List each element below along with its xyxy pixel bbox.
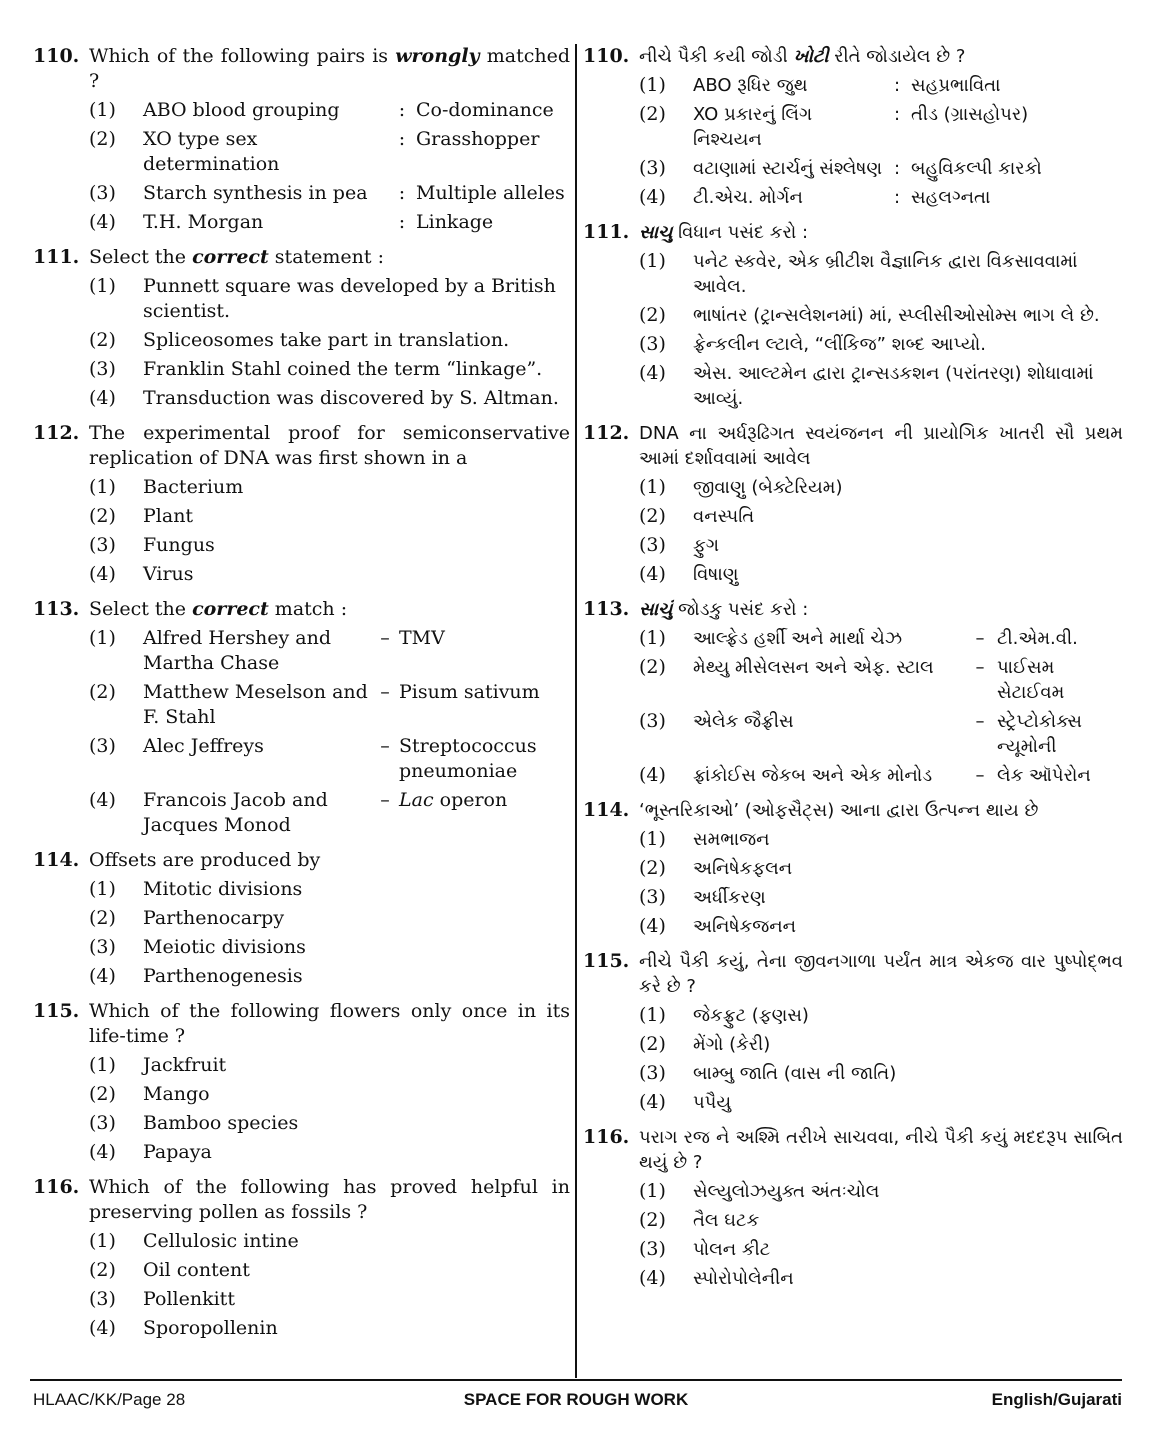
option: (3) બામ્બુ જાતિ (વાસ ની જાતિ) <box>639 1062 897 1084</box>
option: (1) સેલ્યુલોઝયુક્ત અંતઃચોલ <box>639 1180 880 1202</box>
option: (2) તૈલ ઘટક <box>639 1209 760 1231</box>
question-number: 112. <box>33 422 80 444</box>
question-number: 111. <box>33 246 80 268</box>
option: (1) પનેટ સ્કવેર, એક બ્રીટીશ વૈજ્ઞાનિક દ્વારા વિકસાવવામાં આવેલ. <box>639 250 1078 297</box>
option: (4) T.H. Morgan : Linkage <box>89 211 494 233</box>
question-number: 116. <box>583 1126 630 1148</box>
question-113-gu: 113. સાચું જોડકુ પસંદ કરો : (1) આલ્ફ્રેડ હર્શી અને માર્થા ચેઝ – ટી.એમ.વી. (2) મેથ્યુ મીસેલસન અને એફ. સ્ટાલ – પાઈસમ સેટાઈવમ (3) એલેક જૈફ્રીસ – સ્ટ્રેપ્ટોકોક્સ ન્યૂમોની (4) ફ્રાંકોઈસ જેકબ અને એક મોનોડ – લેક ઑપેરોન <box>583 597 1123 788</box>
option: (1) ABO રૂધિર જુથ : સહપ્રભાવિતા <box>639 74 1001 96</box>
question-113: 113. Select the correct match : (1) Alfred Hershey and Martha Chase – TMV (2) Matthew Meselson and F. Stahl – Pisum sativum (3) Alec Jeffreys – Streptococcus pneumoniae (4) Francois Jacob and Jacques Monod – Lac operon <box>33 597 570 838</box>
option: (2) Matthew Meselson and F. Stahl – Pisum sativum <box>89 681 540 728</box>
option: (1) સમભાજન <box>639 828 770 850</box>
option: (4) અનિષેકજનન <box>639 915 797 937</box>
option: (2) Plant <box>89 505 194 527</box>
question-number: 112. <box>583 422 630 444</box>
question-number: 113. <box>583 598 630 620</box>
option: (4) Papaya <box>89 1141 212 1163</box>
option: (2) XO પ્રકારનું લિંગ નિશ્ચયન : તીડ (ગ્રાસહોપર) <box>639 103 1029 150</box>
option: (1) Cellulosic intine <box>89 1230 299 1252</box>
option: (2) Oil content <box>89 1259 250 1281</box>
question-111-gu: 111. સાચુ વિધાન પસંદ કરો : (1) પનેટ સ્કવેર, એક બ્રીટીશ વૈજ્ઞાનિક દ્વારા વિકસાવવામાં આવેલ. (2) ભાષાંતર (ટ્રાન્સલેશનમાં) માં, સ્પ્લીસીઓસોમ્સ ભાગ લે છે. (3) ફ્રેન્કલીન લ્ટાલે, “લીંકિજ” શબ્દ આપ્યો. (4) એસ. આલ્ટમેન દ્વારા ટ્રાન્સડકશન (પરાંતરણ) શોધાવામાં આવ્યું. <box>583 220 1123 411</box>
option: (3) એલેક જૈફ્રીસ – સ્ટ્રેપ્ટોકોક્સ ન્યૂમોની <box>639 710 1082 757</box>
question-112: 112. The experimental proof for semiconservative replication of DNA was first shown in a (1) Bacterium (2) Plant (3) Fungus (4) Virus <box>33 422 570 585</box>
question-number: 115. <box>33 1000 80 1022</box>
option: (1) આલ્ફ્રેડ હર્શી અને માર્થા ચેઝ – ટી.એમ.વી. <box>639 627 1078 649</box>
option: (2) Spliceosomes take part in translation. <box>89 329 510 351</box>
option: (3) Meiotic divisions <box>89 936 306 958</box>
option: (2) Parthenocarpy <box>89 907 285 929</box>
question-number: 114. <box>33 849 80 871</box>
question-number: 116. <box>33 1176 80 1198</box>
footer-rule <box>30 1379 1122 1381</box>
option: (4) પપૈયુ <box>639 1091 732 1113</box>
option: (2) વનસ્પતિ <box>639 505 755 527</box>
column-divider <box>575 44 577 1378</box>
option: (2) Mango <box>89 1083 210 1105</box>
question-115-gu: 115. નીચે પૈકી કયું, તેના જીવનગાળા પર્યંત માત્ર એકજ વાર પુષ્પોદ્ભવ કરે છે ? (1) જેકફ્રુટ (ફણસ) (2) મેંગો (કેરી) (3) બામ્બુ જાતિ (વાસ ની જાતિ) (4) પપૈયુ <box>583 950 1123 1113</box>
option: (1) Punnett square was developed by a British scientist. <box>89 275 556 322</box>
question-115: 115. Which of the following flowers only once in its life-time ? (1) Jackfruit (2) Mango (3) Bamboo species (4) Papaya <box>33 1000 570 1163</box>
option: (3) પોલન કીટ <box>639 1238 771 1260</box>
option: (2) XO type sex determination : Grasshopper <box>89 128 540 175</box>
option: (3) Fungus <box>89 534 215 556</box>
option: (3) Pollenkitt <box>89 1288 235 1310</box>
option: (4) વિષાણુ <box>639 563 739 585</box>
option: (1) જેકફ્રુટ (ફણસ) <box>639 1004 809 1026</box>
option: (3) અર્ધીકરણ <box>639 886 766 908</box>
question-number: 110. <box>583 45 630 67</box>
option: (4) Virus <box>89 563 194 585</box>
question-116-gu: 116. પરાગ રજ ને અશ્મિ તરીખે સાચવવા, નીચે પૈકી કયું મદદરૂપ સાબિત થયું છે ? (1) સેલ્યુલોઝયુક્ત અંતઃચોલ (2) તૈલ ઘટક (3) પોલન કીટ (4) સ્પોરોપોલેનીન <box>583 1126 1123 1289</box>
option: (1) જીવાણુ (બેક્ટેરિયમ) <box>639 476 843 498</box>
option: (4) ફ્રાંકોઈસ જેકબ અને એક મોનોડ – લેક ઑપેરોન <box>639 764 1091 786</box>
option: (1) Bacterium <box>89 476 244 498</box>
option: (3) Bamboo species <box>89 1112 299 1134</box>
question-number: 110. <box>33 45 80 67</box>
question-number: 114. <box>583 799 630 821</box>
option: (3) Alec Jeffreys – Streptococcus pneumoniae <box>89 735 537 782</box>
option: (3) ફ્રેન્કલીન લ્ટાલે, “લીંકિજ” શબ્દ આપ્યો. <box>639 333 987 355</box>
option: (4) Sporopollenin <box>89 1317 278 1339</box>
question-110: 110. Which of the following pairs is wrongly matched ? (1) ABO blood grouping : Co-dominance (2) XO type sex determination : Grasshopper (3) Starch synthesis in pea : Multiple alleles (4) T.H. Morgan : Linkage <box>33 45 570 233</box>
option: (4) Parthenogenesis <box>89 965 303 987</box>
option: (2) અનિષેકફલન <box>639 857 793 879</box>
rough-work-label: SPACE FOR ROUGH WORK <box>463 1390 689 1409</box>
option: (3) Franklin Stahl coined the term “linkage”. <box>89 358 543 380</box>
question-112-gu: 112. DNA ના અર્ધરૂઢિગત સ્વયંજનન ની પ્રાયોગિક ખાતરી સૌ પ્રથમ આમાં દર્શાવવામાં આવેલ (1) જીવાણુ (બેક્ટેરિયમ) (2) વનસ્પતિ (3) ફુગ (4) વિષાણુ <box>583 422 1123 585</box>
option: (1) Mitotic divisions <box>89 878 303 900</box>
option: (3) વટાણામાં સ્ટાર્ચનું સંશ્લેષણ : બહુવિકલ્પી કારકો <box>639 157 1042 179</box>
option: (4) Transduction was discovered by S. Altman. <box>89 387 559 409</box>
option: (2) મેંગો (કેરી) <box>639 1033 771 1055</box>
question-number: 113. <box>33 598 80 620</box>
gujarati-column <box>583 44 1123 1301</box>
question-number: 115. <box>583 950 630 972</box>
option: (2) ભાષાંતર (ટ્રાન્સલેશનમાં) માં, સ્પ્લીસીઓસોમ્સ ભાગ લે છે. <box>639 304 1100 326</box>
question-114: 114. Offsets are produced by (1) Mitotic divisions (2) Parthenocarpy (3) Meiotic divisions (4) Parthenogenesis <box>33 848 570 989</box>
option: (3) ફુગ <box>639 534 719 556</box>
option: (2) મેથ્યુ મીસેલસન અને એફ. સ્ટાલ – પાઈસમ સેટાઈવમ <box>639 656 1065 703</box>
option: (4) Francois Jacob and Jacques Monod – Lac operon <box>89 789 508 836</box>
question-116: 116. Which of the following has proved helpful in preserving pollen as fossils ? (1) Cellulosic intine (2) Oil content (3) Pollenkitt (4) Sporopollenin <box>33 1176 570 1339</box>
option: (1) Alfred Hershey and Martha Chase – TMV <box>89 627 445 674</box>
question-110-gu: 110. નીચે પૈકી કયી જોડી ખોટી રીતે જોડાયેલ છે ? (1) ABO રૂધિર જુથ : સહપ્રભાવિતા (2) XO પ્રકારનું લિંગ નિશ્ચયન : તીડ (ગ્રાસહોપર) (3) વટાણામાં સ્ટાર્ચનું સંશ્લેષણ : બહુવિકલ્પી કારકો (4) ટી.એચ. મોર્ગન : સહલગ્નતા <box>583 44 1123 210</box>
option: (4) ટી.એચ. મોર્ગન : સહલગ્નતા <box>639 186 991 208</box>
option: (4) એસ. આલ્ટમેન દ્વારા ટ્રાન્સડકશન (પરાંતરણ) શોધાવામાં આવ્યું. <box>639 362 1094 409</box>
language-label: English/Gujarati <box>991 1390 1122 1409</box>
option: (1) ABO blood grouping : Co-dominance <box>89 99 554 121</box>
option: (3) Starch synthesis in pea : Multiple alleles <box>89 182 565 204</box>
english-column <box>33 44 570 1351</box>
question-number: 111. <box>583 221 630 243</box>
question-114-gu: 114. ‘ભૂસ્તરિકાઓ’ (ઓફસૈટ્સ) આના દ્વારા ઉત્પન્ન થાય છે (1) સમભાજન (2) અનિષેકફલન (3) અર્ધીકરણ (4) અનિષેકજનન <box>583 798 1123 939</box>
option: (1) Jackfruit <box>89 1054 227 1076</box>
option: (4) સ્પોરોપોલેનીન <box>639 1267 794 1289</box>
page-code: HLAAC/KK/Page 28 <box>33 1390 186 1409</box>
question-111: 111. Select the correct statement : (1) Punnett square was developed by a British scientist. (2) Spliceosomes take part in translation. (3) Franklin Stahl coined the term “linkage”. (4) Transduction was discovered by S. Altman. <box>33 245 570 411</box>
